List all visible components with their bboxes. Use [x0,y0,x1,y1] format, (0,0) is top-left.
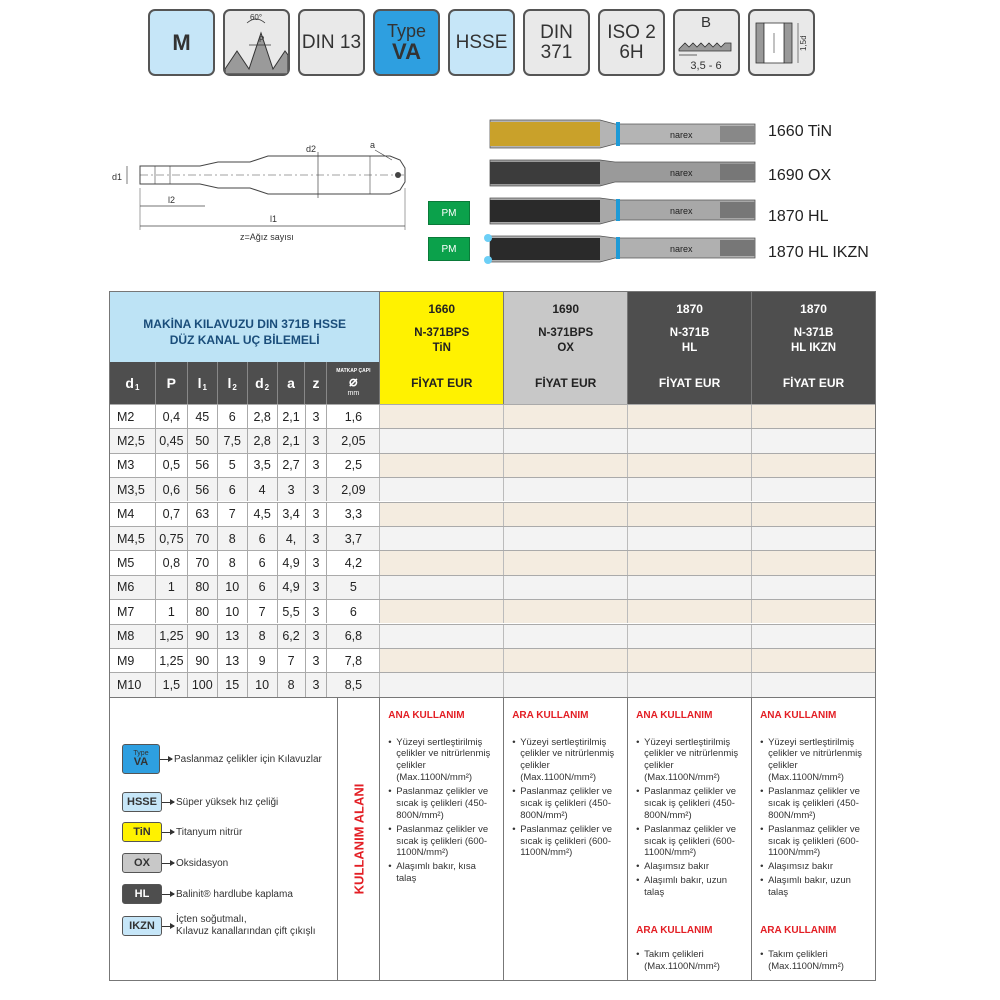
usage-item: • Yüzeyi sertleştirilmiş çelikler ve nitrürlenmiş çelikler (Max.1100N/mm²) [512,737,621,785]
arrow-icon [162,894,174,895]
cell-d1: M4,5 [110,527,155,550]
d1-dimension: d1 [112,172,123,182]
a-dimension: a [370,140,376,150]
type-va-icon: Type VA [373,9,440,76]
tool-1870-hl-ikzn-image [484,234,755,264]
svg-text:narex: narex [670,206,693,216]
cell-l1: 63 [187,503,217,526]
price-cell [503,673,627,696]
table-row [110,502,875,526]
flute-count-note: z=Ağız sayısı [240,232,294,242]
l1-dimension: l1 [270,214,278,224]
price-cell [503,600,627,623]
cell-d2: 4,5 [247,503,277,526]
cell-d1: M6 [110,576,155,599]
tin-badge: TiN [122,822,162,842]
cell-dm: 6 [326,600,379,623]
price-cell [503,551,627,574]
legend-item-hsse: HSSE Süper yüksek hız çeliği [122,792,278,812]
price-cell [751,576,875,599]
usage-item: • Paslanmaz çelikler ve sıcak iş çelikleri (450-800N/mm²) [512,786,621,822]
cell-a: 3 [277,478,305,501]
price-cell [751,527,875,550]
cell-a: 5,5 [277,600,305,623]
price-cell [379,673,503,696]
cell-a: 7 [277,649,305,672]
price-cell [627,551,751,574]
cell-a: 4, [277,527,305,550]
col-d2: d $_2$ [247,362,277,404]
usage-item: • Alaşımsız bakır [760,861,869,873]
cell-l1: 100 [187,673,217,696]
cell-P: 1,25 [155,625,187,648]
cell-z: 3 [305,478,327,501]
cell-P: 0,4 [155,405,187,428]
usage-item: • Paslanmaz çelikler ve sıcak iş çelikleri (600-1100N/mm²) [760,824,869,860]
cell-z: 3 [305,649,327,672]
cell-z: 3 [305,454,327,477]
price-cell [751,478,875,501]
price-cell [627,429,751,452]
price-cell [379,551,503,574]
cell-l2: 5 [217,454,247,477]
cell-l1: 56 [187,454,217,477]
din371-icon: DIN 371 [523,9,590,76]
type-va-badge: Type VA [122,744,160,774]
price-cell [503,576,627,599]
table-row [110,404,875,428]
arrow-icon [162,926,174,927]
col-drill-diameter: MATKAP ÇAPI ⌀ mm [326,362,379,404]
d2-dimension: d2 [306,144,317,154]
table-row [110,550,875,574]
price-cell [627,405,751,428]
product-header-1870-hl: 1870 N-371B HL [627,292,751,362]
legend-item-hl: HL Balinit® hardlube kaplama [122,884,293,904]
cell-z: 3 [305,576,327,599]
usage-col-1690 [503,698,627,980]
cell-l1: 56 [187,478,217,501]
tool-label-1870-hl: 1870 HL [768,208,829,225]
price-cell [379,527,503,550]
price-header-1660: FİYAT EUR [379,362,503,404]
tap-technical-drawing [100,130,420,250]
usage-vertical-label: KULLANIM ALANI [337,698,379,980]
cell-d2: 2,8 [247,405,277,428]
cell-d1: M4 [110,503,155,526]
cell-d2: 6 [247,551,277,574]
legend-item-ox: OX Oksidasyon [122,853,228,873]
depth-label: 1,5d [799,35,808,51]
cell-d2: 4 [247,478,277,501]
cell-a: 2,7 [277,454,305,477]
price-cell [503,625,627,648]
price-cell [751,429,875,452]
cell-d2: 6 [247,576,277,599]
cell-a: 8 [277,673,305,696]
cell-l2: 8 [217,527,247,550]
cell-l2: 8 [217,551,247,574]
chamfer-b-label: B [700,14,712,31]
table-row [110,477,875,501]
cell-d2: 10 [247,673,277,696]
usage-item: • Paslanmaz çelikler ve sıcak iş çelikleri (450-800N/mm²) [636,786,745,822]
product-table [109,291,876,981]
usage-item: • Alaşımlı bakır, uzun talaş [636,875,745,899]
cell-P: 0,45 [155,429,187,452]
cell-d2: 7 [247,600,277,623]
usage-item: • Paslanmaz çelikler ve sıcak iş çelikleri (600-1100N/mm²) [636,824,745,860]
cell-a: 2,1 [277,429,305,452]
cell-z: 3 [305,600,327,623]
col-z: z [304,362,326,404]
cell-a: 4,9 [277,576,305,599]
table-row [110,526,875,550]
cell-l1: 80 [187,576,217,599]
price-cell [503,405,627,428]
price-cell [751,454,875,477]
col-l2: l $_2$ [217,362,247,404]
ikzn-badge: IKZN [122,916,162,936]
price-cell [379,576,503,599]
cell-l1: 90 [187,649,217,672]
cell-P: 1,25 [155,649,187,672]
spec-icons [148,9,815,76]
price-cell [627,600,751,623]
cell-dm: 8,5 [326,673,379,696]
cell-d2: 3,5 [247,454,277,477]
price-cell [751,649,875,672]
legend-item-ikzn: IKZN İçten soğutmalı, Kılavuz kanallarından çift çıkışlı [122,914,316,938]
price-cell [627,649,751,672]
usage-item: • Yüzeyi sertleştirilmiş çelikler ve nitrürlenmiş çelikler (Max.1100N/mm²) [388,737,497,785]
cell-P: 0,75 [155,527,187,550]
price-cell [503,478,627,501]
drill-icon: ⌀ [349,373,358,390]
cell-P: 0,7 [155,503,187,526]
l2-dimension: l2 [168,195,176,205]
price-cell [751,503,875,526]
svg-text:narex: narex [670,244,693,254]
tool-images [480,110,1000,270]
cell-z: 3 [305,429,327,452]
price-cell [379,625,503,648]
usage-item: • Takım çelikleri (Max.1100N/mm²) [760,949,869,973]
arrow-icon [160,759,172,760]
price-cell [379,429,503,452]
cell-d1: M7 [110,600,155,623]
usage-item: • Paslanmaz çelikler ve sıcak iş çelikleri (450-800N/mm²) [388,786,497,822]
cell-P: 1,5 [155,673,187,696]
table-row [110,575,875,599]
cell-dm: 4,2 [326,551,379,574]
thread-depth-icon [748,9,815,76]
product-header-1660: 1660 N-371BPS TiN [379,292,503,362]
price-cell [503,503,627,526]
cell-z: 3 [305,527,327,550]
arrow-icon [162,802,174,803]
cell-dm: 6,8 [326,625,379,648]
svg-text:narex: narex [670,130,693,140]
cell-l1: 70 [187,551,217,574]
cell-a: 2,1 [277,405,305,428]
col-a: a [277,362,305,404]
price-cell [503,527,627,550]
cell-l2: 13 [217,649,247,672]
cell-l2: 10 [217,600,247,623]
cell-l2: 6 [217,405,247,428]
usage-item: • Paslanmaz çelikler ve sıcak iş çelikleri (450-800N/mm²) [760,786,869,822]
table-row [110,624,875,648]
secondary-usage-heading: ARA KULLANIM [760,924,837,936]
product-header-1870-hl-ikzn: 1870 N-371B HL IKZN [751,292,875,362]
col-l1: l $_1$ [187,362,217,404]
main-usage-heading: ANA KULLANIM [636,710,713,721]
price-cell [379,503,503,526]
cell-l1: 50 [187,429,217,452]
cell-a: 3,4 [277,503,305,526]
usage-item: • Alaşımlı bakır, uzun talaş [760,875,869,899]
main-usage-heading: ANA KULLANIM [388,710,465,721]
pm-badge: PM [428,237,470,261]
chamfer-form-icon [673,9,740,76]
usage-item: • Paslanmaz çelikler ve sıcak iş çelikleri (600-1100N/mm²) [512,824,621,860]
cell-z: 3 [305,673,327,696]
usage-item: • Paslanmaz çelikler ve sıcak iş çelikleri (600-1100N/mm²) [388,824,497,860]
cell-l2: 10 [217,576,247,599]
price-cell [627,503,751,526]
main-usage-heading: ANA KULLANIM [760,710,837,721]
svg-text:narex: narex [670,168,693,178]
table-row [110,428,875,452]
price-cell [751,551,875,574]
table-title: MAKİNA KILAVUZU DIN 371B HSSE DÜZ KANAL UÇ BİLEMELİ [110,292,379,362]
cell-l2: 7 [217,503,247,526]
cell-d1: M2 [110,405,155,428]
metric-thread-icon: M [148,9,215,76]
cell-l1: 45 [187,405,217,428]
cell-dm: 3,7 [326,527,379,550]
col-pitch: P [155,362,187,404]
cell-P: 1 [155,576,187,599]
usage-item: • Yüzeyi sertleştirilmiş çelikler ve nitrürlenmiş çelikler (Max.1100N/mm²) [760,737,869,785]
cell-dm: 2,5 [326,454,379,477]
usage-item: • Takım çelikleri (Max.1100N/mm²) [636,949,745,973]
price-header-1690: FİYAT EUR [503,362,627,404]
price-cell [627,454,751,477]
cell-l1: 90 [187,625,217,648]
product-header-1690: 1690 N-371BPS OX [503,292,627,362]
price-cell [627,478,751,501]
angle-label: 60° [249,13,263,22]
tool-label-1870-hl-ikzn: 1870 HL IKZN [768,244,869,261]
usage-col-1660 [379,698,503,980]
price-cell [751,600,875,623]
cell-d2: 8 [247,625,277,648]
cell-d2: 2,8 [247,429,277,452]
cell-d2: 9 [247,649,277,672]
cell-dm: 2,09 [326,478,379,501]
cell-P: 1 [155,600,187,623]
cell-l1: 70 [187,527,217,550]
usage-col-1870-hl-ikzn [751,698,875,980]
thread-profile-icon [223,9,290,76]
table-row [110,648,875,672]
table-row [110,599,875,623]
tool-1870-hl-image [490,198,755,224]
price-cell [751,405,875,428]
price-cell [379,649,503,672]
cell-dm: 5 [326,576,379,599]
cell-dm: 1,6 [326,405,379,428]
price-cell [751,625,875,648]
column-headers [110,362,875,404]
tool-label-1660: 1660 TiN [768,123,833,140]
price-cell [503,649,627,672]
price-cell [627,576,751,599]
cell-z: 3 [305,405,327,428]
cell-d1: M5 [110,551,155,574]
cell-d1: M2,5 [110,429,155,452]
cell-l2: 15 [217,673,247,696]
cell-z: 3 [305,625,327,648]
cell-P: 0,6 [155,478,187,501]
cell-d1: M3 [110,454,155,477]
usage-item: • Yüzeyi sertleştirilmiş çelikler ve nitrürlenmiş çelikler (Max.1100N/mm²) [636,737,745,785]
tool-1660-image [490,120,755,148]
price-cell [503,429,627,452]
cell-d1: M9 [110,649,155,672]
secondary-usage-heading: ARA KULLANIM [636,924,713,936]
cell-dm: 7,8 [326,649,379,672]
usage-area [110,697,875,980]
cell-l2: 13 [217,625,247,648]
price-header-1870-hl-ikzn: FİYAT EUR [751,362,875,404]
price-cell [379,405,503,428]
usage-col-1870-hl [627,698,751,980]
tool-1690-image [490,160,755,186]
cell-dm: 3,3 [326,503,379,526]
hl-badge: HL [122,884,162,904]
ox-badge: OX [122,853,162,873]
hsse-icon: HSSE [448,9,515,76]
usage-item: • Alaşımsız bakır [636,861,745,873]
cell-d1: M3,5 [110,478,155,501]
price-cell [751,673,875,696]
price-cell [627,527,751,550]
col-d1: d $_1$ [110,362,155,404]
price-cell [627,625,751,648]
price-cell [379,600,503,623]
price-cell [503,454,627,477]
din13-icon: DIN 13 [298,9,365,76]
cell-P: 0,8 [155,551,187,574]
cell-d2: 6 [247,527,277,550]
tool-label-1690: 1690 OX [768,167,832,184]
usage-item: • Alaşımlı bakır, kısa talaş [388,861,497,885]
cell-l1: 80 [187,600,217,623]
price-header-1870-hl: FİYAT EUR [627,362,751,404]
cell-z: 3 [305,503,327,526]
arrow-icon [162,863,174,864]
pitch-label: P [259,35,265,44]
cell-l2: 7,5 [217,429,247,452]
chamfer-thread-count: 3,5 - 6 [690,60,722,72]
hsse-badge: HSSE [122,792,162,812]
pm-badge: PM [428,201,470,225]
cell-d1: M10 [110,673,155,696]
legend-item-tin: TiN Titanyum nitrür [122,822,242,842]
arrow-icon [162,832,174,833]
cell-a: 4,9 [277,551,305,574]
cell-z: 3 [305,551,327,574]
cell-l2: 6 [217,478,247,501]
legend [110,698,337,980]
cell-d1: M8 [110,625,155,648]
price-cell [379,454,503,477]
secondary-usage-heading: ARA KULLANIM [512,710,589,721]
table-header [110,292,875,362]
table-row [110,453,875,477]
cell-dm: 2,05 [326,429,379,452]
cell-a: 6,2 [277,625,305,648]
price-cell [627,673,751,696]
price-cell [379,478,503,501]
table-row [110,672,875,696]
cell-P: 0,5 [155,454,187,477]
legend-item-va: Type VA Paslanmaz çelikler için Kılavuzlar [122,744,322,774]
iso-tolerance-icon: ISO 2 6H [598,9,665,76]
